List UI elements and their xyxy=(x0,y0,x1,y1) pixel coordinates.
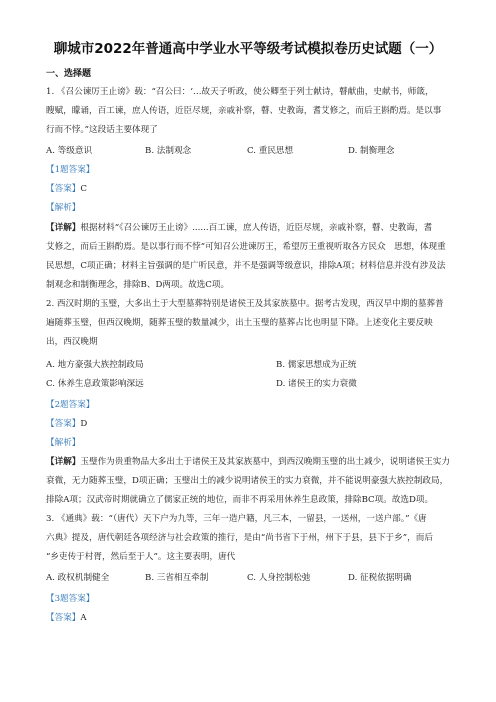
q3-answer-label: 【答案】 xyxy=(46,613,81,623)
q1-option-d: D. 制衡理念 xyxy=(348,146,395,156)
q1-detail-label: 【详解】 xyxy=(46,223,81,233)
q1-detail-line-1 xyxy=(46,222,456,234)
q1-option-a: A. 等级意识 xyxy=(46,146,93,156)
q1-detail-line-2: 艾修之，而后王斟酌焉。是以事行而不悖”可知召公进谏厉王，希望厉王重视听取各方民众 思想，体现重 xyxy=(46,242,446,252)
q2-topic-label: 【2题答案】 xyxy=(46,400,95,410)
q3-stem-line-1: 3. 《通典》载：“（唐代）天下户为九等，三年一造户籍，凡三本，一留县，一送州，一送户部。”《唐 xyxy=(46,514,427,524)
q2-detail-line-3: 排除A项；汉武帝时期就确立了儒家正统的地位，而非不再采用休养生息政策，排除BC项。故选D项。 xyxy=(46,495,434,505)
q3-topic-label: 【3题答案】 xyxy=(46,594,95,604)
q1-answer-label: 【答案】 xyxy=(46,184,81,194)
q2-answer xyxy=(46,418,456,430)
q3-stem-line-2: 六典》提及，唐代朝廷各项经济与社会政策的推行，是由“尚书省下于州，州下于县，县下于乡”，而后 xyxy=(46,533,433,543)
document-title: 聊城市2022年普通高中学业水平等级考试模拟卷历史试题（一） xyxy=(53,41,443,57)
section-heading: 一、选择题 xyxy=(46,69,92,79)
q2-answer-label: 【答案】 xyxy=(46,419,81,429)
q3-option-c: C. 人身控制松弛 xyxy=(247,573,311,583)
q1-answer-value: C xyxy=(80,184,87,194)
q1-topic-label: 【1题答案】 xyxy=(46,165,95,175)
q3-stem-line-3: “乡吏传于村胥，然后至于人”。这主要表明，唐代 xyxy=(46,552,236,562)
q2-stem-line-3: 出，西汉晚期 xyxy=(46,337,98,347)
q1-stem-line-2: 瞍赋，矇诵，百工谏，庶人传语，近臣尽规，亲戚补察，瞽、史教诲，耆艾修之，而后王斟酌焉。是以事 xyxy=(46,106,442,116)
q1-option-b: B. 法制观念 xyxy=(145,146,192,156)
q3-option-b: B. 三省相互牵制 xyxy=(145,573,209,583)
q3-option-d: D. 征税依据明确 xyxy=(348,573,412,583)
q2-option-b: B. 儒家思想成为正统 xyxy=(276,360,357,370)
q2-detail-line-2: 衰微，无力随葬玉璧，D项正确；玉璧出土的减少说明诸侯王的实力衰微，并不能说明豪强大族控制政局， xyxy=(46,476,449,486)
q1-detail-text-1: 根据材料“《召公谏厉王止谤》......百工谏，庶人传语，近臣尽规，亲戚补察，瞽、史教诲，耆 xyxy=(80,223,433,233)
q2-option-c: C. 休养生息政策影响深远 xyxy=(46,379,144,389)
q1-answer xyxy=(46,183,456,195)
q2-stem-line-1: 2. 西汉时期的玉璧，大多出土于大型墓葬特别是诸侯王及其家族墓中。据考古发现，西汉早中期的墓葬普 xyxy=(46,299,444,309)
q2-analysis-label: 【解析】 xyxy=(46,438,81,448)
q2-answer-value: D xyxy=(80,419,88,429)
q1-stem-line-1: 1. 《召公谏厉王止谤》载：“召公曰：‘…故天子听政，使公卿至于列士献诗，瞽献曲，史献书，师箴， xyxy=(46,87,434,97)
q3-answer-value: A xyxy=(80,613,87,623)
q2-stem-line-2: 遍随葬玉璧，但西汉晚期，随葬玉璧的数量减少，出土玉璧的墓葬占比也明显下降。上述变化主要反映 xyxy=(46,318,433,328)
q2-detail-text-1: 玉璧作为贵重物品大多出土于诸侯王及其家族墓中，到西汉晚期玉璧的出土减少，说明诸侯王实力 xyxy=(80,457,450,467)
q1-stem-line-3: 行而不悖。”这段话主要体现了 xyxy=(46,125,158,135)
q2-option-d: D. 诸侯王的实力衰微 xyxy=(276,379,357,389)
q2-option-a: A. 地方豪强大族控制政局 xyxy=(46,360,144,370)
q3-option-a: A. 政权机制健全 xyxy=(46,573,110,583)
q1-detail-line-3: 民思想，C项正确；材料主旨强调的是广听民意，并不是强调等级意识，排除A项；材料信息并没有涉及法 xyxy=(46,261,446,271)
q1-analysis-label: 【解析】 xyxy=(46,203,81,213)
q2-detail-line-1 xyxy=(46,456,456,468)
q1-detail-line-4: 制观念和制衡理念，排除B、D两项。故选C项。 xyxy=(46,280,230,290)
q3-answer xyxy=(46,612,456,624)
q2-detail-label: 【详解】 xyxy=(46,457,81,467)
q1-option-c: C. 重民思想 xyxy=(247,146,294,156)
